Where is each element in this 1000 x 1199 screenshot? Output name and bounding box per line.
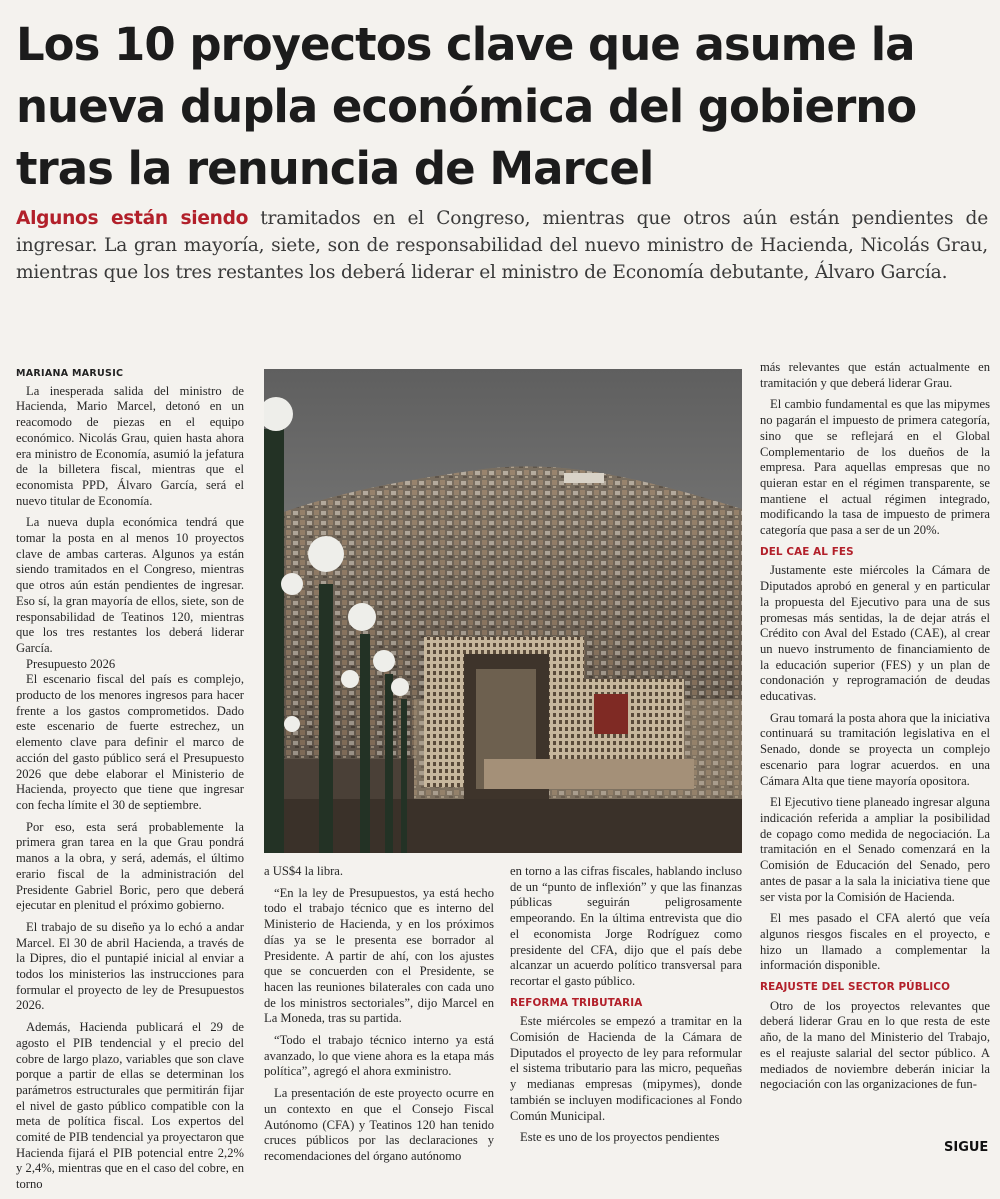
headline-line-2: nueva dupla económica del gobierno <box>16 80 917 133</box>
paragraph: Otro de los proyectos relevantes que deberá liderar Grau en lo que resta de este año, de la mano del Ministerio del Trabajo, es el reajuste salarial del sector público. A mediados de noviembre deberán iniciar la negociación con las organizaciones de fun- <box>760 998 990 1092</box>
paragraph: en torno a las cifras fiscales, hablando incluso de un “punto de inflexión” y que las finanzas públicas seguirán peligrosamente empeorando. En la última entrevista que dio el economista Jorge Rodríguez como presidente del CFA, dijo que el país debe alcanzar un acuerdo político transversal para recortar el gasto público. <box>510 864 742 988</box>
paragraph: La inesperada salida del ministro de Hacienda, Mario Marcel, detonó en un reacomodo de piezas en el equipo económico. Nicolás Grau, quien hasta ahora era ministro de Economía, asumió la jefatura de la billetera fiscal, mientras que el economista PPD, Álvaro García, será el nuevo titular de Economía. <box>16 383 244 508</box>
photo-congress-valparaiso <box>264 369 742 853</box>
paragraph: El cambio fundamental es que las mipymes no pagarán el impuesto de primera categoría, sino que se reflejará en el Global Complementario de los dueños de la empresa. Para aquellas empresas que no quieran estar en el régimen transparente, se mantiene el actual régimen integrado, modificando la tasa de impuesto de primera categoría que pasa a ser de un 20%. <box>760 397 990 538</box>
paragraph: “En la ley de Presupuestos, ya está hecho todo el trabajo técnico que es interno del Ministerio de Hacienda, y en los próximos días ya se le presenta ese borrador al Presidente. A partir de ahí, con los ajustes que se concuerden con el Presidente, se hacen las reuniones bilaterales con cada uno de los ministros sectoriales”, dijo Marcel en La Moneda, tras su partida. <box>264 885 494 1026</box>
paragraph: Este es uno de los proyectos pendientes <box>520 1130 720 1145</box>
paragraph: Este miércoles se empezó a tramitar en la Comisión de Hacienda de la Cámara de Diputados el proyecto de ley para reformular el sistema tributario para las micro, pequeñas y medianas empresas (mipymes), donde también se incluyen modificaciones al Fondo Común Municipal. <box>510 1014 742 1123</box>
paragraph: Grau tomará la posta ahora que la iniciativa continuará su tramitación legislativa en el Senado, donde se proyecta un complejo escenario para lograr acuerdos. en una Cámara Alta que tiene mayoría opositora. <box>760 710 990 788</box>
subhead-reforma-tributaria: REFORMA TRIBUTARIA <box>510 996 643 1009</box>
article-column-2 <box>264 864 494 1171</box>
photo-illustration <box>264 369 742 853</box>
lede-highlight: Algunos están siendo <box>16 208 249 229</box>
paragraph: El escenario fiscal del país es complejo, producto de los menores ingresos para hacer frente a los gastos comprometidos. Dado este escenario de fuerte estrechez, un elemento clave para definir el marco de acción del gasto público será el Presupuesto 2026 que debe elaborar el Ministerio de Hacienda, proyecto que tiene que ingresar con fecha límite el 30 de septiembre. <box>16 672 244 812</box>
article-column-3 <box>510 864 742 1152</box>
subhead-del-cae-al-fes: DEL CAE AL FES <box>760 545 854 558</box>
continue-label: SIGUE <box>944 1140 989 1155</box>
lede-text: tramitados en el Congreso, mientras que otros aún están pendientes de ingresar. La gran mayoría, siete, son de responsabilidad del nuevo ministro de Hacienda, Nicolás Grau, mientras que los tres restantes los deberá liderar el ministro de Economía debutante, Álvaro García. <box>16 208 989 283</box>
paragraph: El trabajo de su diseño ya lo echó a andar Marcel. El 30 de abril Hacienda, a través de la Dipres, dio el puntapié inicial al enviar a todos los ministerios las instrucciones para formular el proyecto de ley de Presupuestos 2026. <box>16 919 244 1013</box>
lede <box>16 205 988 286</box>
paragraph: Justamente este miércoles la Cámara de Diputados aprobó en general y en particular la propuesta del Ejecutivo para una de sus promesas más sentidas, la de dejar atrás el Crédito con Aval del Estado (CAE), al crear un nuevo instrumento de financiamiento de la educación superior (FES) y un plan de condonación y reprogramación de deudas educativas. <box>760 563 990 704</box>
article-column-1 <box>16 366 244 1199</box>
paragraph: El mes pasado el CFA alertó que veía algunos riesgos fiscales en el proyecto, e hizo un llamado a complementar la información disponible. <box>760 911 990 973</box>
paragraph: más relevantes que están actualmente en tramitación y que deberá liderar Grau. <box>760 360 990 390</box>
paragraph: La nueva dupla económica tendrá que tomar la posta en al menos 10 proyectos clave de ambas carteras. Algunos ya están siendo tramitados en el Congreso, mientras que otros aún están pendientes de ingresar. Eso sí, la gran mayoría de ellos, siete, son de responsabilidad de Teatinos 120, mientras que los tres restantes los deberá liderar García. <box>16 515 244 655</box>
article-column-4 <box>760 360 990 1099</box>
paragraph: Además, Hacienda publicará el 29 de agosto el PIB tendencial y el precio del cobre de largo plazo, variables que son clave porque a partir de ellas se determinan los parámetros estructurales que permitirán fijar el nivel de gasto público compatible con la meta de política fiscal. Los expertos del comité de PIB tendencial ya proyectaron que Hacienda fijará el PIB potencial entre 2,2% y 2,4%, mientras que en el caso del cobre, en torno <box>16 1020 244 1192</box>
headline-line-1: Los 10 proyectos clave que asume la <box>16 18 915 71</box>
paragraph: La presentación de este proyecto ocurre en un contexto en que el Consejo Fiscal Autónomo (CFA) y Teatinos 120 han tenido cruces públicos por las declaraciones y recomendaciones del órgano autónomo <box>264 1086 494 1163</box>
paragraph: “Todo el trabajo técnico interno ya está avanzado, lo que viene ahora es la etapa más política”, agregó el ahora exministro. <box>264 1033 494 1079</box>
paragraph: a US$4 la libra. <box>264 864 344 878</box>
paragraph: Por eso, esta será probablemente la primera gran tarea en la que Grau pondrá manos a la obra, y será, además, el último erario fiscal de la administración del Presidente Gabriel Boric, pero que deberá ejecutar en plenitud el próximo gobierno. <box>16 819 244 913</box>
headline <box>16 14 986 200</box>
headline-line-3: tras la renuncia de Marcel <box>16 142 654 195</box>
inline-subhead: Presupuesto 2026 <box>26 656 116 671</box>
paragraph: El Ejecutivo tiene planeado ingresar alguna indicación referida a ampliar la posibilidad de copago como medida de negociación. La tramitación en el Senado comenzará en la Comisión de Educación del Senado, pero antes de pasar a la sala la iniciativa tiene que ser vista por la Comisión de Hacienda. <box>760 795 990 904</box>
byline: MARIANA MARUSIC <box>16 368 124 379</box>
subhead-reajuste-sector-publico: REAJUSTE DEL SECTOR PÚBLICO <box>760 981 951 994</box>
